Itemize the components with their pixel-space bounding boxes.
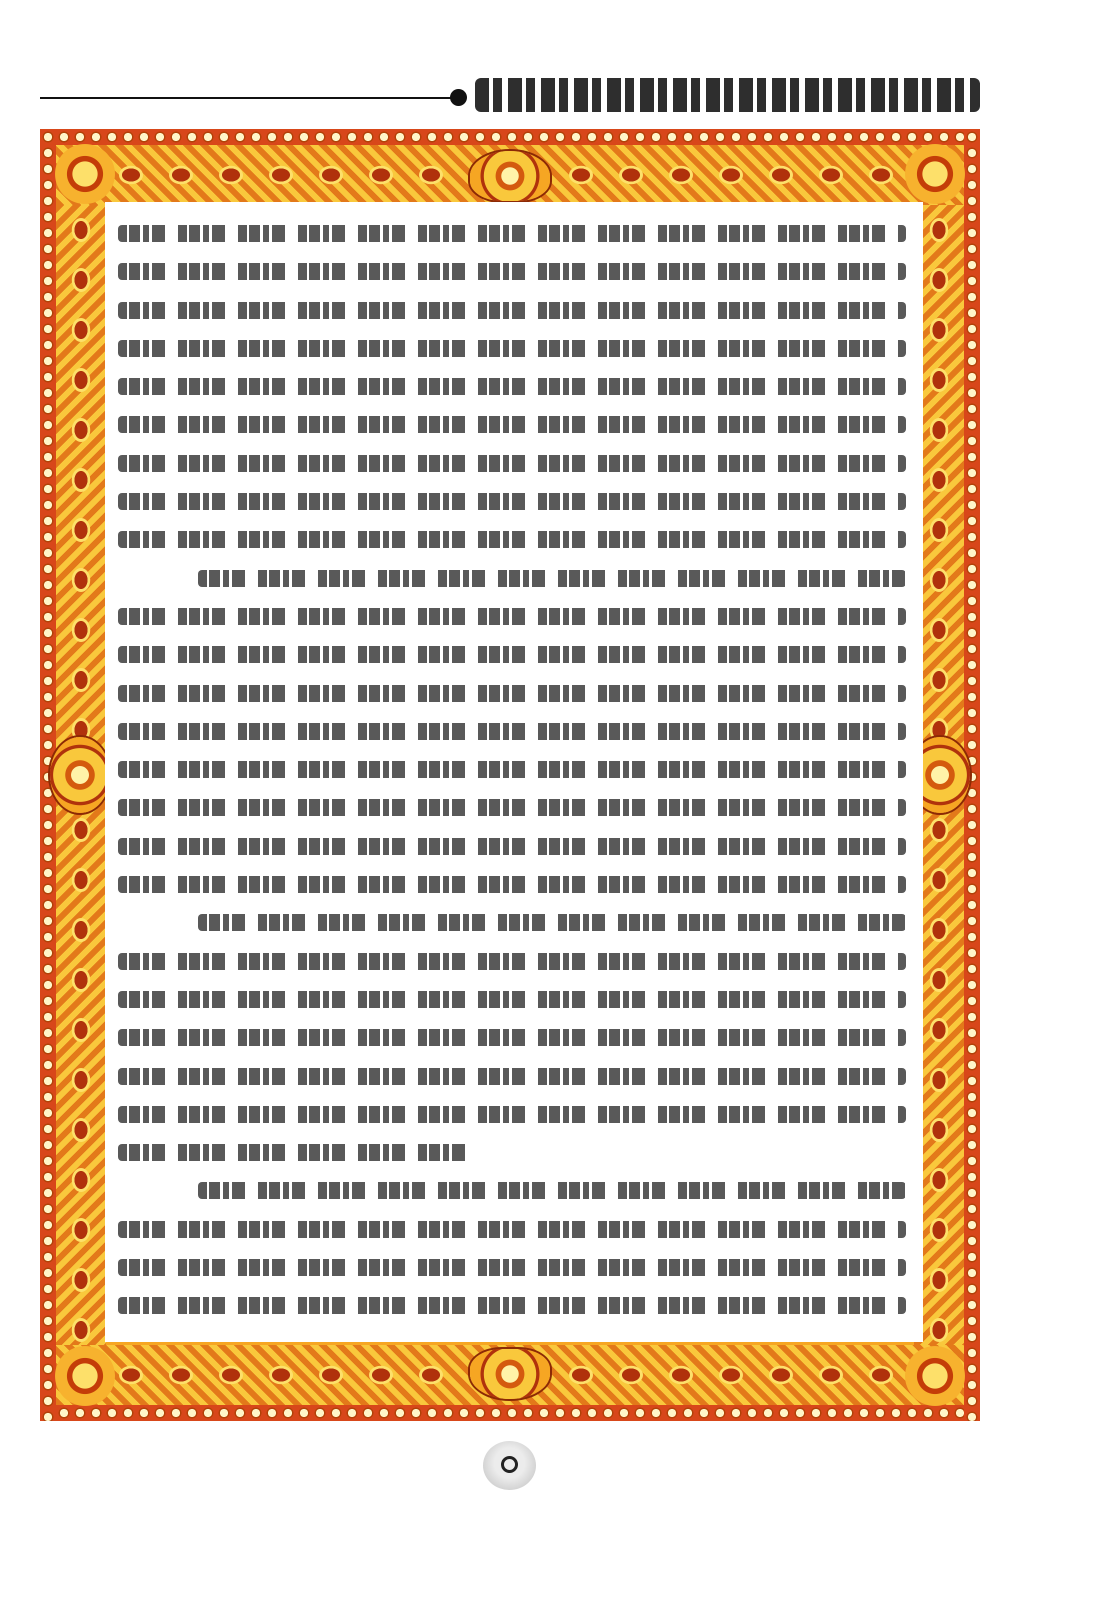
frame-corner-ornament-icon — [900, 139, 970, 209]
text-line — [118, 1132, 906, 1170]
text-line — [118, 481, 906, 519]
text-line — [118, 787, 906, 825]
text-line — [118, 1056, 906, 1094]
text-line — [118, 596, 906, 634]
text-line — [118, 902, 906, 940]
text-line — [118, 404, 906, 442]
text-line — [118, 673, 906, 711]
frame-medallion-bottom-icon — [470, 1349, 550, 1399]
text-line — [118, 290, 906, 328]
text-line — [118, 711, 906, 749]
body-text — [118, 213, 906, 1324]
text-line — [118, 749, 906, 787]
text-line — [118, 1017, 906, 1055]
text-line — [118, 1209, 906, 1247]
text-line — [118, 328, 906, 366]
page-number — [501, 1456, 518, 1473]
text-line — [118, 826, 906, 864]
header-bullet-icon — [450, 89, 467, 106]
text-line — [118, 1094, 906, 1132]
text-line — [118, 1170, 906, 1208]
text-line — [118, 979, 906, 1017]
frame-medallion-top-icon — [470, 151, 550, 201]
running-header-title — [475, 78, 980, 112]
text-line — [118, 941, 906, 979]
text-line — [118, 519, 906, 557]
frame-dot-border-top — [40, 129, 980, 145]
frame-corner-ornament-icon — [50, 1341, 120, 1411]
header-rule — [40, 97, 458, 99]
text-line — [118, 213, 906, 251]
text-line — [118, 443, 906, 481]
frame-corner-ornament-icon — [900, 1341, 970, 1411]
text-line — [118, 366, 906, 404]
text-line — [118, 558, 906, 596]
text-line — [118, 634, 906, 672]
text-line — [118, 1285, 906, 1323]
frame-corner-ornament-icon — [50, 139, 120, 209]
frame-dot-border-bottom — [40, 1405, 980, 1421]
frame-medallion-left-icon — [50, 737, 110, 813]
text-line — [118, 1247, 906, 1285]
text-line — [118, 251, 906, 289]
text-line — [118, 864, 906, 902]
